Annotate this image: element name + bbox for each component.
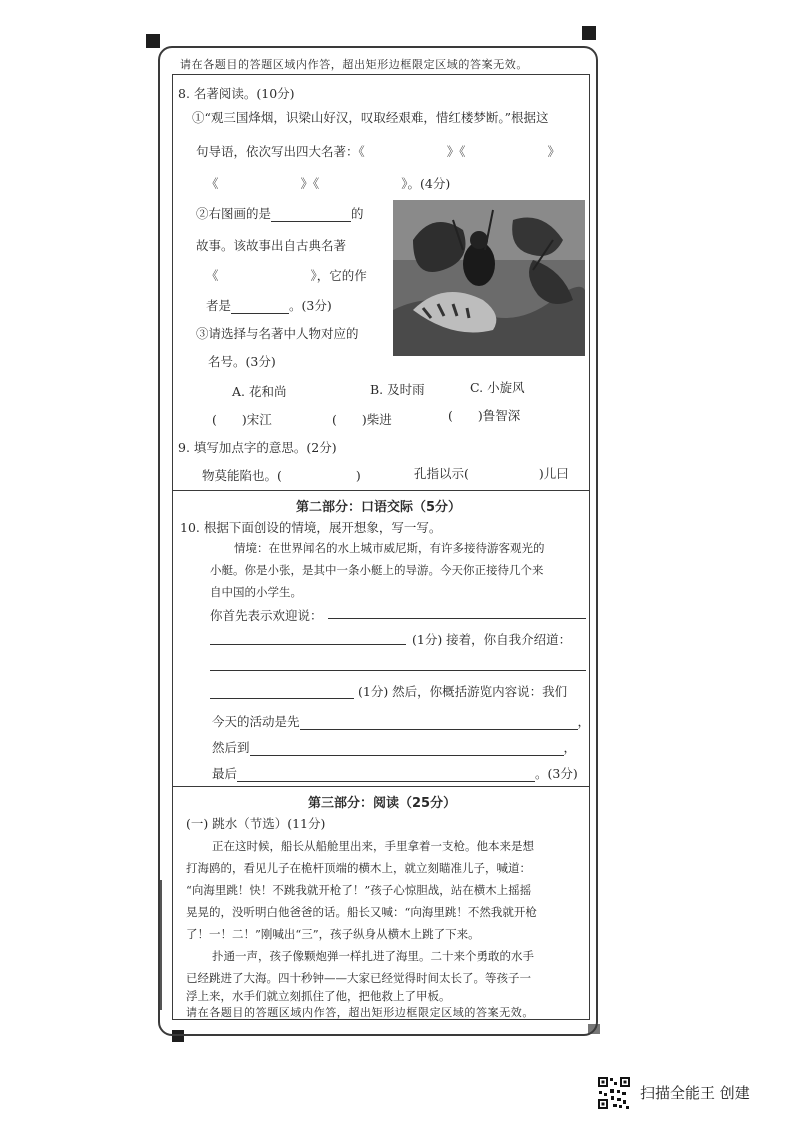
answer-blank[interactable] — [231, 301, 289, 314]
registration-mark — [146, 34, 160, 48]
pair-luzhishen[interactable]: ( )鲁智深 — [448, 408, 521, 423]
q8-part1-line2: 句导语，依次写出四大名著：《 》《 》 — [196, 144, 561, 159]
passage-line: 扑通一声，孩子像颗炮弹一样扎进了海里。二十来个勇敢的水手 — [212, 949, 534, 963]
activity-first-blank[interactable] — [300, 717, 578, 730]
q8-part1-line1: ①“观三国烽烟，识梁山好汉，叹取经艰难，惜红楼梦断。”根据这 — [192, 110, 549, 125]
passage-line: 浮上来，水手们就立刻抓住了他，把他救上了甲板。 — [186, 989, 451, 1003]
q8-part2-line2: 故事。该故事出自古典名著 — [196, 238, 347, 253]
header-notice: 请在各题目的答题区域内作答，超出矩形边框限定区域的答案无效。 — [180, 58, 528, 71]
option-c: C. 小旋风 — [470, 380, 525, 395]
footer-notice: 请在各题目的答题区域内作答，超出矩形边框限定区域的答案无效。 — [186, 1006, 534, 1019]
passage-line: 了！一！二！”刚喊出“三”，孩子纵身从横木上跳了下来。 — [186, 927, 480, 941]
passage-line: “向海里跳！快！不跳我就开枪了！”孩子心惊胆战，站在横木上摇摇 — [186, 883, 532, 897]
scenario-line3: 自中国的小学生。 — [210, 585, 302, 599]
qr-code-icon — [597, 1076, 631, 1110]
option-a: A. 花和尚 — [232, 384, 287, 399]
q8-part3-line2: 名号。(3分) — [208, 354, 276, 369]
passage-line: 正在这时候，船长从船舱里出来，手里拿着一支枪。他本来是想 — [212, 839, 534, 853]
q9-item1: 物莫能陷也。( ) — [202, 468, 361, 483]
scenario-line2: 小艇。你是小张，是其中一条小艇上的导游。今天你正接待几个来 — [210, 563, 544, 577]
q8-part2-line1: ②右图画的是 的 — [196, 206, 364, 221]
q9-item2: 孔指以示( )儿曰 — [414, 466, 569, 481]
q10-title: 10. 根据下面创设的情境，展开想象，写一写。 — [180, 520, 442, 535]
registration-mark — [582, 26, 596, 40]
intro-blank-2[interactable] — [210, 686, 354, 699]
part2-heading: 第二部分：口语交际（5分） — [296, 500, 462, 515]
margin-line — [160, 880, 162, 1010]
activity-then-blank[interactable] — [250, 743, 564, 756]
q8-title: 8. 名著阅读。(10分) — [178, 86, 295, 101]
answer-blank[interactable] — [271, 209, 351, 222]
activity-last: 最后 。(3分) — [212, 766, 578, 781]
summary-prompt: (1分) 然后，你概括游览内容说：我们 — [358, 684, 568, 699]
option-b: B. 及时雨 — [370, 382, 425, 397]
pair-songjiang[interactable]: ( )宋江 — [212, 412, 272, 427]
section-divider — [172, 490, 590, 491]
q9-title: 9. 填写加点字的意思。(2分) — [178, 440, 337, 455]
pair-chaijin[interactable]: ( )柴进 — [332, 412, 392, 427]
activity-last-blank[interactable] — [237, 769, 535, 782]
q8-part2-line3: 《 》，它的作 — [206, 268, 367, 283]
activity-first: 今天的活动是先 ， — [212, 714, 591, 729]
section-divider — [172, 786, 590, 787]
intro-prompt: (1分) 接着，你自我介绍道： — [412, 632, 572, 647]
welcome-prompt: 你首先表示欢迎说： — [210, 608, 323, 623]
welcome-blank[interactable] — [328, 606, 586, 619]
passage-line: 已经跳进了大海。四十秒钟——大家已经觉得时间太长了。等孩子一 — [186, 971, 531, 985]
passage-line: 打海鸥的，看见儿子在桅杆顶端的横木上，就立刻瞄准儿子，喊道： — [186, 861, 531, 875]
scanner-watermark: 扫描全能王 创建 — [640, 1084, 750, 1102]
part3-heading: 第三部分：阅读（25分） — [308, 796, 457, 811]
q8-part1-line3: 《 》《 》。(4分) — [206, 176, 451, 191]
activity-then: 然后到 ， — [212, 740, 577, 755]
passage-title: (一) 跳水（节选）(11分) — [186, 816, 326, 831]
q8-part3-line1: ③请选择与名著中人物对应的 — [196, 326, 359, 341]
intro-blank[interactable] — [210, 658, 586, 671]
story-illustration — [393, 200, 585, 356]
passage-line: 晃晃的，没听明白他爸爸的话。船长又喊：“向海里跳！不然我就开枪 — [186, 905, 537, 919]
scenario-line1: 情境：在世界闻名的水上城市威尼斯，有许多接待游客观光的 — [234, 541, 545, 555]
q8-part2-line4: 者是 。(3分) — [206, 298, 332, 313]
welcome-blank-2[interactable] — [210, 632, 406, 645]
